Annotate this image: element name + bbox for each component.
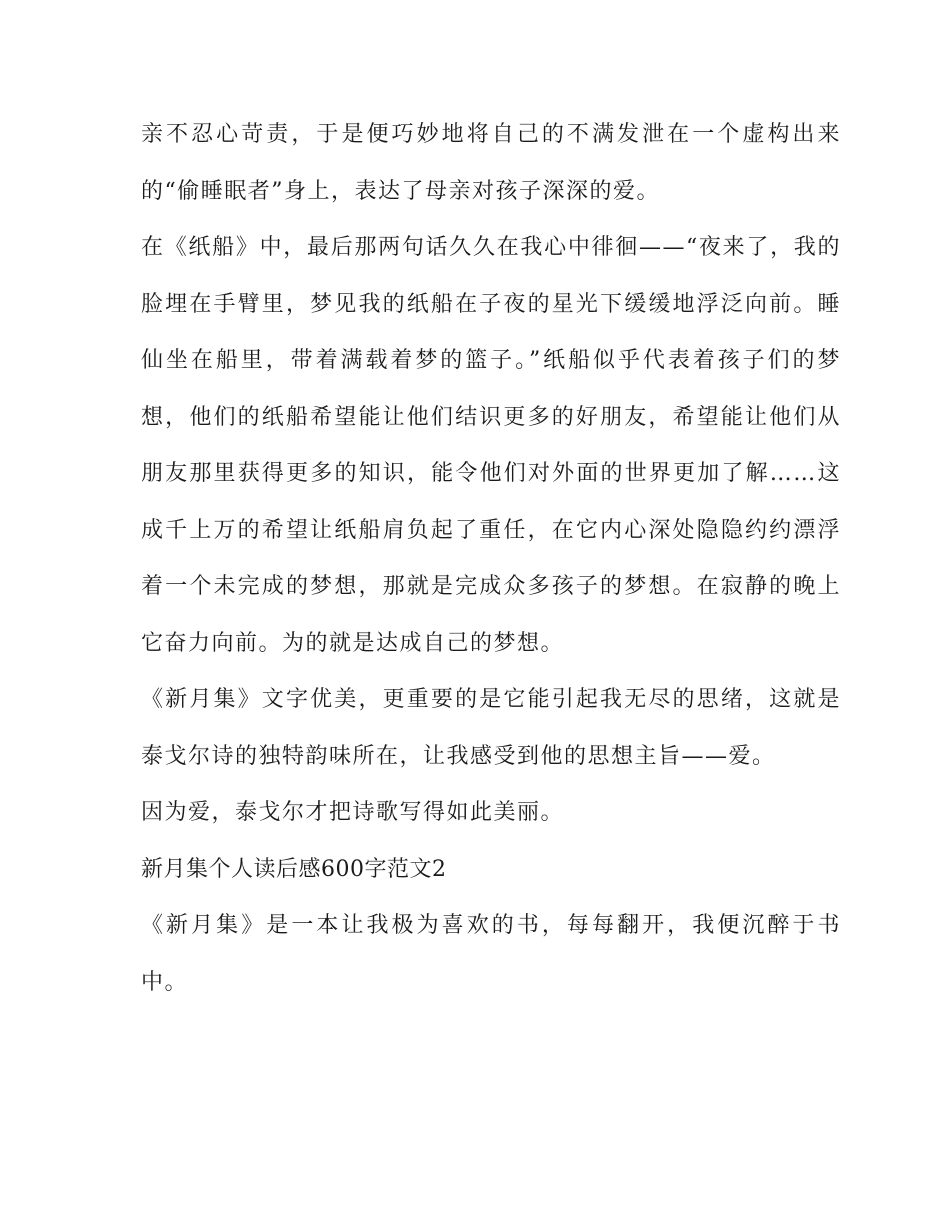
section-heading: 新月集个人读后感600字范文2 [141, 856, 447, 882]
paragraph-paper-boat: 在《纸船》中，最后那两句话久久在我心中徘徊——“夜来了，我的脸埋在手臂里，梦见我的纸船在子夜的星光下缓缓地浮泛向前。睡仙坐在船里，带着满载着梦的篮子。”纸船似乎代表着孩子们的梦想，他们的纸船希望能让他们结识更多的好朋友，希望能让他们从朋友那里获得更多的知识，能令他们对外面的世界更加了解……这成千上万的希望让纸船肩负起了重任，在它内心深处隐隐约约漂浮着一个未完成的梦想，那就是完成众多孩子的梦想。在寂静的晚上它奋力向前。为的就是达成自己的梦想。 [141, 235, 841, 656]
paragraph-because-love: 因为爱，泰戈尔才把诗歌写得如此美丽。 [141, 800, 565, 825]
document-body [141, 107, 841, 1011]
paragraph-mother-love: 亲不忍心苛责，于是便巧妙地将自己的不满发泄在一个虚构出来的“偷睡眠者”身上，表达了母亲对孩子深深的爱。 [141, 122, 841, 204]
paragraph-crescent-moon: 《新月集》文字优美，更重要的是它能引起我无尽的思绪，这就是泰戈尔诗的独特韵味所在，让我感受到他的思想主旨——爱。 [141, 687, 841, 769]
paragraph-favorite-book: 《新月集》是一本让我极为喜欢的书，每每翻开，我便沉醉于书中。 [141, 913, 841, 995]
